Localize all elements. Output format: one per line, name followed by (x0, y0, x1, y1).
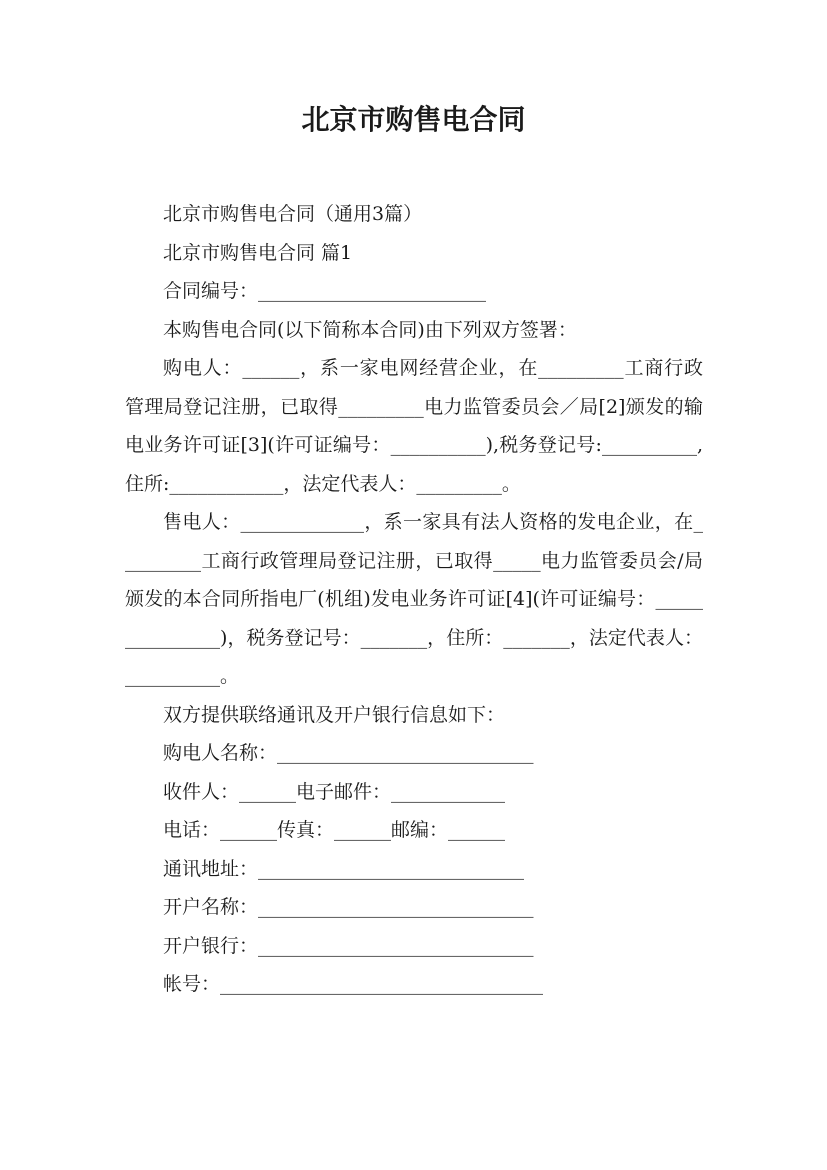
paragraph-contact-intro: 双方提供联络通讯及开户银行信息如下： (163, 703, 506, 726)
paragraph-contract-number: 合同编号：________________________ (163, 280, 487, 302)
paragraph-subtitle: 北京市购售电合同（通用3篇） (163, 203, 423, 225)
paragraph-buyer-name: 购电人名称：___________________________ (163, 742, 534, 764)
paragraph-buyer: 购电人：______，系一家电网经营企业，在_________工商行政管理局登记注册，已取得_________电力监管委员会／局[2]颁发的输电业务许可证[3](许可证编号：__________),税务登记号:__________,住所:____________，法定代表人：_________。 (125, 357, 703, 495)
paragraph-recipient: 收件人：______电子邮件：____________ (163, 780, 506, 803)
paragraph-section-heading: 北京市购售电合同 篇1 (163, 241, 353, 264)
paragraph-account-number: 帐号：__________________________________ (163, 973, 544, 995)
paragraph-address: 通讯地址：____________________________ (163, 857, 525, 880)
paragraph-intro: 本购售电合同(以下简称本合同)由下列双方签署： (163, 318, 577, 341)
paragraph-bank: 开户银行：_____________________________ (163, 934, 534, 957)
paragraph-seller: 售电人：_____________，系一家具有法人资格的发电企业，在_________工商行政管理局登记注册，已取得_____电力监管委员会/局颁发的本合同所指电厂(机组)发电业务许可证[4](许可证编号：_______________)，税务登记号：_______，住所：_______，法定代表人：__________。 (125, 511, 703, 687)
document-body (125, 195, 703, 1004)
paragraph-phone: 电话：______传真：______邮编：______ (163, 819, 506, 841)
document-title: 北京市购售电合同 (301, 103, 526, 136)
paragraph-account-name: 开户名称：_____________________________ (163, 896, 534, 918)
